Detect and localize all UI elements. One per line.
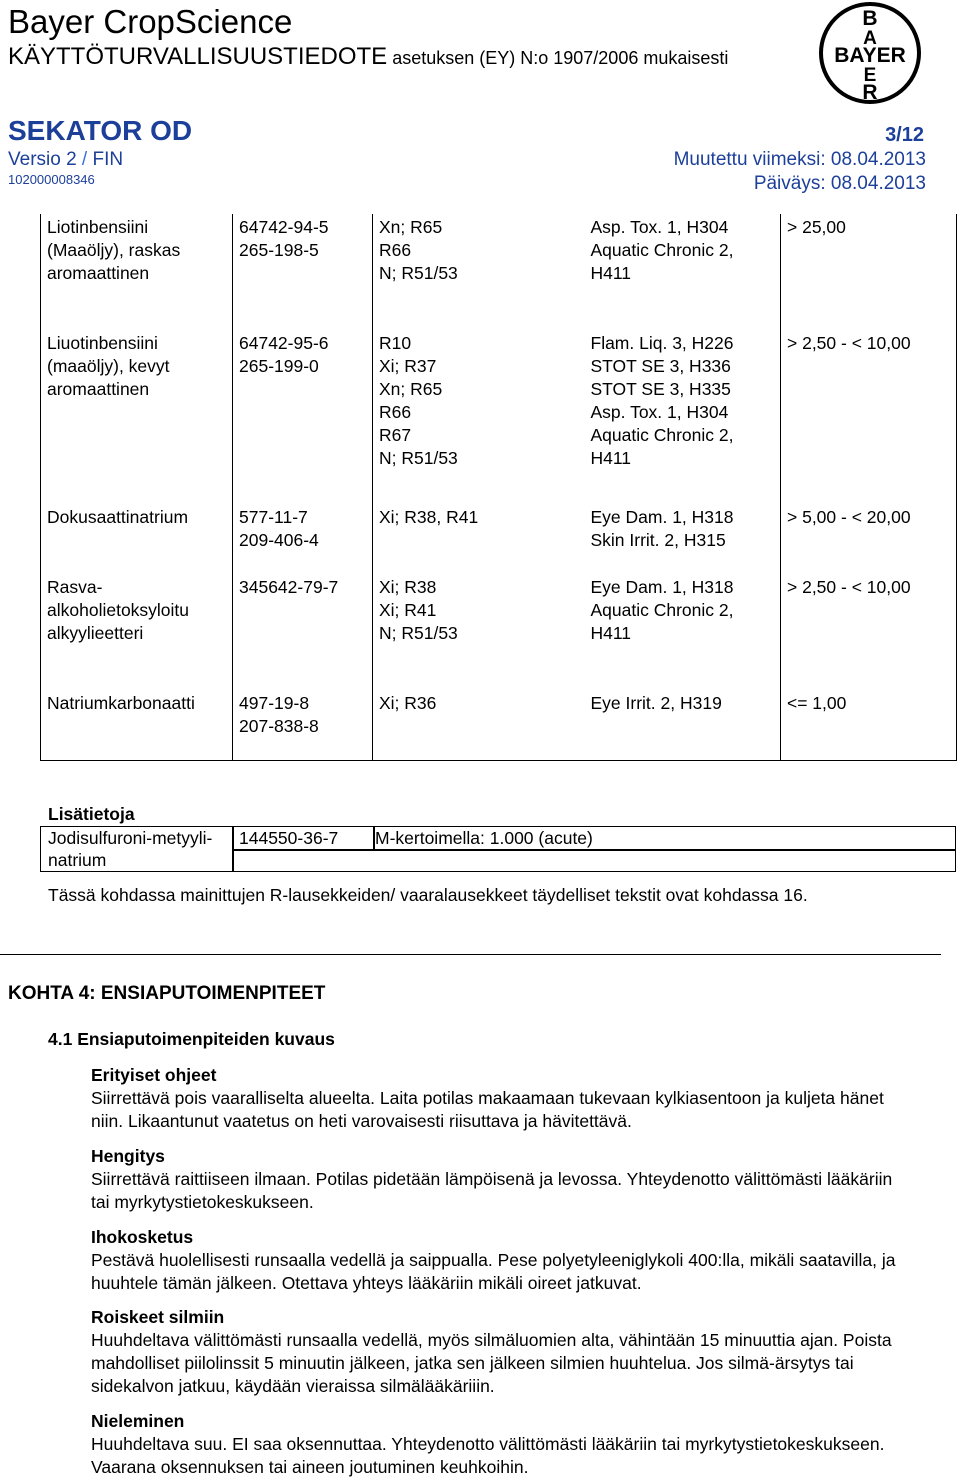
substance-name: Dokusaattinatrium <box>47 507 189 527</box>
r-phrases: N; R51/53 <box>379 263 458 283</box>
page-number: 3/12 <box>885 124 924 146</box>
table-row <box>41 504 957 574</box>
cas-number: 265-199-0 <box>239 356 319 376</box>
r-phrases: R67 <box>379 425 412 445</box>
logo-letter-a: A <box>863 28 877 49</box>
version-separator: / <box>76 149 93 170</box>
r-phrases: Xi; R38, R41 <box>379 507 479 527</box>
h-statements: Eye Dam. 1, H318 <box>590 577 734 597</box>
first-aid-text: Pestävä huolellisesti runsaalla vedellä ja saippualla. Pese polyetyleeniglykoli 400:lla, mikäli saatavilla, ja huuhtele tämän jälkeen. Otettava yhteys lääkäriin mikäli oireet jatkuvat. <box>91 1250 896 1293</box>
r-phrases-cell <box>373 330 585 504</box>
cas-number: 207-838-8 <box>239 716 319 736</box>
h-statements: H411 <box>590 448 632 468</box>
cas-number: 577-11-7 <box>239 507 308 527</box>
first-aid-heading: Roiskeet silmiin <box>91 1307 225 1327</box>
logo-letter-e: E <box>863 65 877 86</box>
substance-name-cell <box>41 504 233 574</box>
first-aid-heading: Ihokosketus <box>91 1227 194 1247</box>
h-statements-cell <box>585 214 781 330</box>
r-phrases: Xn; R65 <box>379 379 443 399</box>
h-statements: Eye Dam. 1, H318 <box>590 507 734 527</box>
version-country: FIN <box>92 149 124 170</box>
first-aid-heading: Nieleminen <box>91 1411 185 1431</box>
substance-name: Liuotinbensiini (maaöljy), kevyt aromaattinen <box>47 333 170 399</box>
first-aid-item-inhalation <box>91 1145 911 1214</box>
r-phrases-cell <box>373 574 585 690</box>
first-aid-item-ingestion <box>91 1410 911 1479</box>
h-statements-cell <box>585 690 781 760</box>
substance-name: Liotinbensiini (Maaöljy), raskas aromaattinen <box>47 217 181 283</box>
first-aid-item-special <box>91 1064 911 1133</box>
substance-name-cell <box>41 330 233 504</box>
components-table <box>40 214 957 761</box>
concentration-cell <box>781 214 957 330</box>
bayer-cross-logo <box>817 0 923 106</box>
document-title-regulation: asetuksen (EY) N:o 1907/2006 mukaisesti <box>387 48 729 68</box>
logo-letter-b: B <box>862 7 878 30</box>
concentration: > 25,00 <box>787 217 846 237</box>
additional-substance-name: Jodisulfuroni-metyyli-natrium <box>48 828 213 870</box>
section-title: KOHTA 4: ENSIAPUTOIMENPITEET <box>8 983 326 1004</box>
issue-date: Päiväys: 08.04.2013 <box>753 173 926 194</box>
h-statements: H411 <box>590 263 632 283</box>
cas-number-cell <box>233 214 373 330</box>
cas-number: 345642-79-7 <box>239 577 339 597</box>
subsection-title: 4.1 Ensiaputoimenpiteiden kuvaus <box>48 1029 335 1049</box>
substance-name-cell <box>41 574 233 690</box>
additional-cas-number: 144550-36-7 <box>239 828 339 848</box>
concentration: > 2,50 - < 10,00 <box>787 333 911 353</box>
h-statements: Aquatic Chronic 2, <box>590 240 734 260</box>
substance-name-cell <box>41 690 233 760</box>
divider <box>232 849 955 851</box>
table-row <box>41 214 957 330</box>
substance-name: Natriumkarbonaatti <box>47 693 195 713</box>
logo-word-bayer: BAYER <box>834 44 906 67</box>
cas-number: 64742-94-5 <box>239 217 329 237</box>
h-statements: Asp. Tox. 1, H304 <box>590 217 729 237</box>
h-statements-cell <box>585 330 781 504</box>
cas-number-cell <box>233 574 373 690</box>
section-divider <box>0 954 941 955</box>
version-info <box>8 148 123 172</box>
first-aid-text: Siirrettävä pois vaaralliselta alueelta. Laita potilas makaamaan tukevaan kylkiasentoon ja kuljeta hänet niin. Likaantunut vaatetus on heti varovaisesti riisuttava ja hävitettävä. <box>91 1088 884 1131</box>
h-statements: Aquatic Chronic 2, <box>590 600 734 620</box>
substance-name: Rasva-alkoholietoksyloitu alkyylieetteri <box>47 577 190 643</box>
revised-date: Muutettu viimeksi: 08.04.2013 <box>673 149 926 170</box>
concentration-cell <box>781 330 957 504</box>
r-phrases: Xi; R38 <box>379 577 437 597</box>
first-aid-item-eyes <box>91 1306 911 1398</box>
r-phrases-cell <box>373 690 585 760</box>
document-title-main: KÄYTTÖTURVALLISUUSTIEDOTE <box>8 43 388 70</box>
concentration-cell <box>781 690 957 760</box>
substance-name-cell <box>41 214 233 330</box>
h-statements-cell <box>585 574 781 690</box>
h-statements-cell <box>585 504 781 574</box>
r-phrases: Xn; R65 <box>379 217 443 237</box>
cas-number-cell <box>233 330 373 504</box>
r-phrases: N; R51/53 <box>379 623 458 643</box>
logo-letter-r: R <box>862 81 878 104</box>
additional-m-factor: M-kertoimella: 1.000 (acute) <box>375 828 593 848</box>
h-statements: H411 <box>590 623 632 643</box>
h-statements: Eye Irrit. 2, H319 <box>590 693 722 713</box>
table-row <box>41 690 957 760</box>
table-row <box>41 574 957 690</box>
h-statements: Aquatic Chronic 2, <box>590 425 734 445</box>
document-title <box>8 42 728 73</box>
first-aid-heading: Hengitys <box>91 1146 165 1166</box>
h-statements: STOT SE 3, H336 <box>590 356 731 376</box>
r-phrases: Xi; R37 <box>379 356 437 376</box>
version-label: Versio 2 <box>8 149 77 170</box>
cas-number-cell <box>233 504 373 574</box>
document-number: 102000008346 <box>8 172 95 187</box>
concentration-cell <box>781 504 957 574</box>
r-phrases: R10 <box>379 333 412 353</box>
concentration-cell <box>781 574 957 690</box>
company-name: Bayer CropScience <box>8 3 293 40</box>
cas-number: 209-406-4 <box>239 530 319 550</box>
cas-number: 265-198-5 <box>239 240 319 260</box>
cas-number-cell <box>233 690 373 760</box>
cas-number: 64742-95-6 <box>239 333 329 353</box>
r-phrases: R66 <box>379 402 412 422</box>
first-aid-text: Huuhdeltava suu. EI saa oksennuttaa. Yhteydenotto välittömästi lääkäriin tai myrkytystietokeskukseen. Vaarana oksennuksen tai aineen joutuminen keuhkoihin. <box>91 1434 885 1477</box>
product-name: SEKATOR OD <box>8 115 193 146</box>
h-statements: Asp. Tox. 1, H304 <box>590 402 729 422</box>
footnote-text: Tässä kohdassa mainittujen R-lausekkeiden/ vaaralausekkeet täydelliset tekstit ovat kohdassa 16. <box>48 885 808 905</box>
r-phrases: Xi; R41 <box>379 600 437 620</box>
cas-number: 497-19-8 <box>239 693 310 713</box>
h-statements: Flam. Liq. 3, H226 <box>590 333 734 353</box>
additional-info-box <box>40 826 956 872</box>
first-aid-text: Siirrettävä raittiiseen ilmaan. Potilas pidetään lämpöisenä ja levossa. Yhteydenotto välittömästi lääkäriin tai myrkytystietokeskukseen. <box>91 1169 893 1212</box>
first-aid-item-skin <box>91 1226 911 1295</box>
first-aid-heading: Erityiset ohjeet <box>91 1065 217 1085</box>
h-statements: STOT SE 3, H335 <box>590 379 731 399</box>
r-phrases-cell <box>373 504 585 574</box>
h-statements: Skin Irrit. 2, H315 <box>590 530 726 550</box>
concentration: > 2,50 - < 10,00 <box>787 577 911 597</box>
concentration: > 5,00 - < 20,00 <box>787 507 911 527</box>
r-phrases-cell <box>373 214 585 330</box>
r-phrases: R66 <box>379 240 412 260</box>
r-phrases: N; R51/53 <box>379 448 458 468</box>
additional-info-title: Lisätietoja <box>48 804 135 824</box>
r-phrases: Xi; R36 <box>379 693 437 713</box>
table-row <box>41 330 957 504</box>
concentration: <= 1,00 <box>787 693 847 713</box>
first-aid-text: Huuhdeltava välittömästi runsaalla vedellä, myös silmäluomien alta, vähintään 15 minuuttia ajan. Poista mahdolliset piilolinssit 5 minuutin jälkeen, jatka sen jälkeen silmien huuhtelua. Jos silmä-ärsytys tai sidekalvon jatkuu, käydään vieraissa silmälääkäriiin. <box>91 1330 892 1396</box>
